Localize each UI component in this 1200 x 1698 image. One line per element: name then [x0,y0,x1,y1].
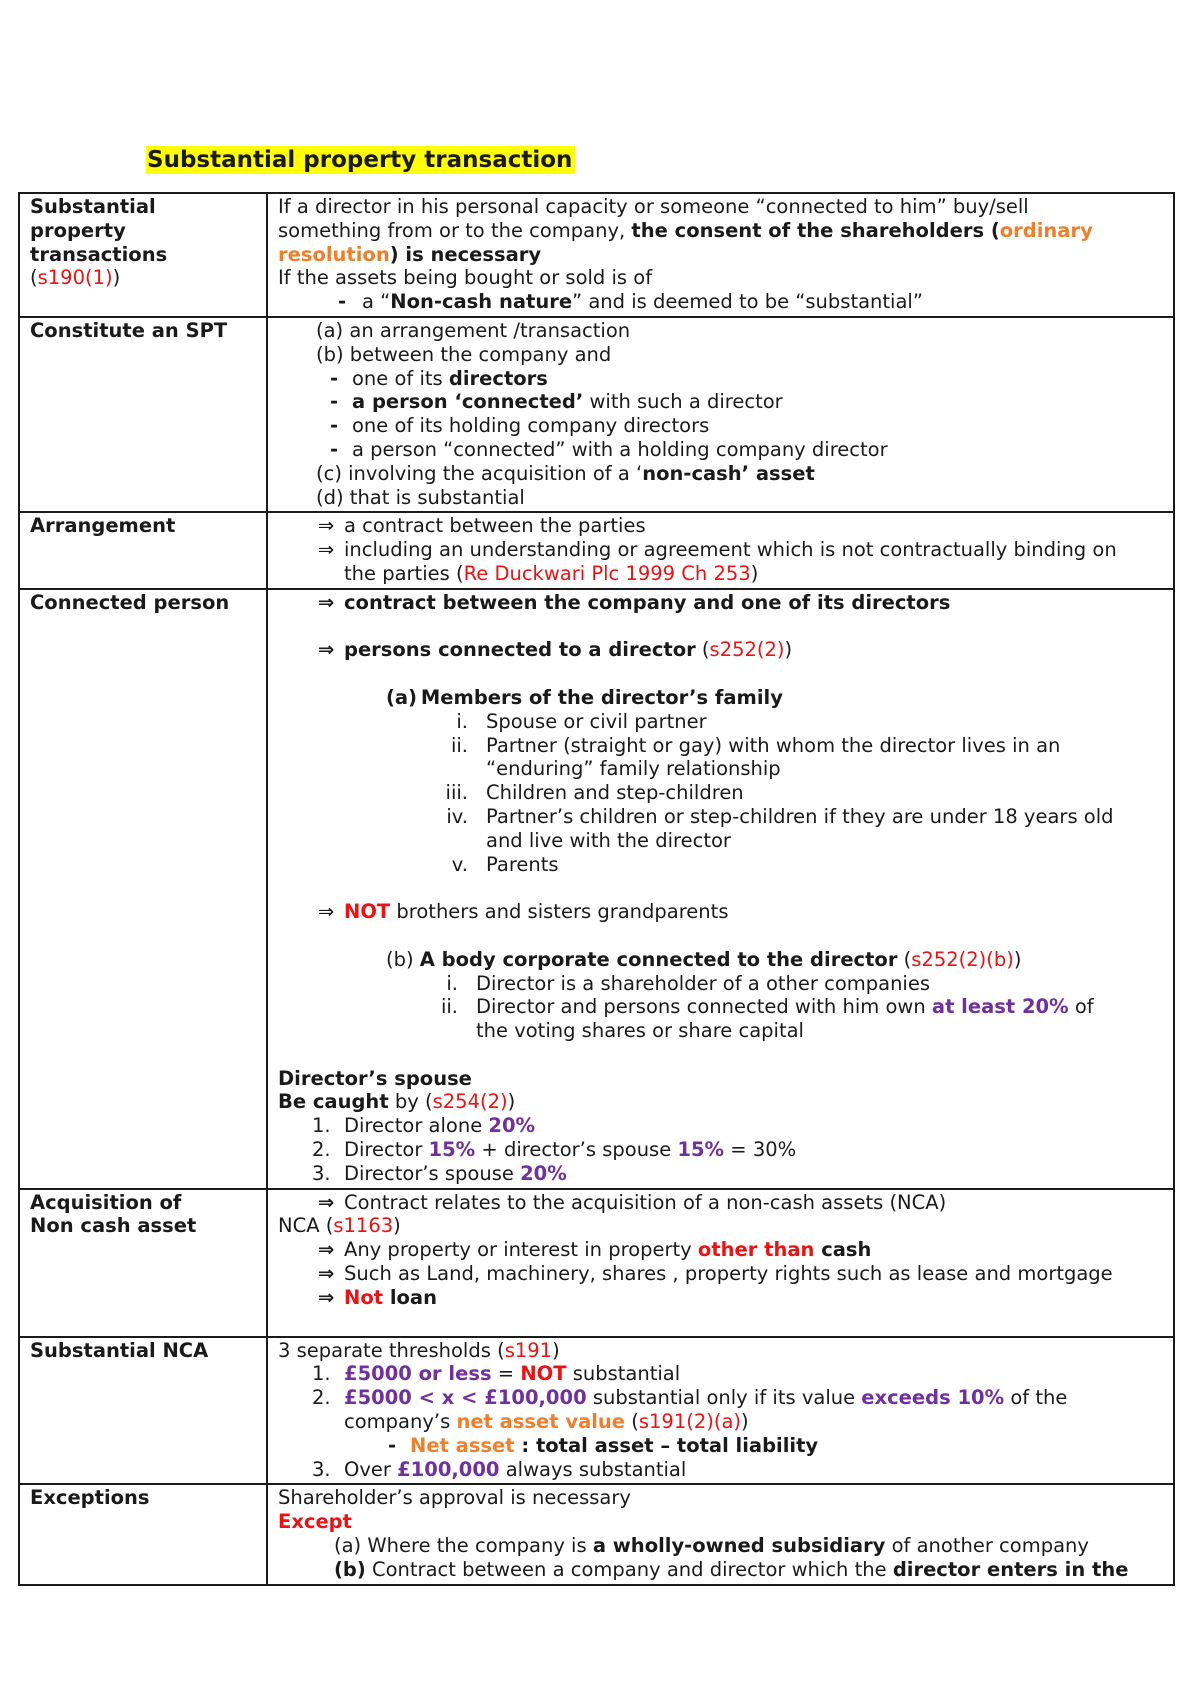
label-spt: Substantial property transactions (s190(1)) [19,193,267,317]
row-acquisition [19,1189,1174,1337]
row-spt [19,193,1174,317]
arrow-bullet: ⇒ [317,1238,335,1262]
case-ref-duckwari: Re Duckwari Plc 1999 Ch 253 [463,561,751,585]
content-spt: If a director in his personal capacity or someone “connected to him” buy/sell something from or to the company, the consent of the shareholders (ordinary resolution) is necessary If the assets being bought or sold is of - a “Non-cash nature” and is deemed to be “substantial” [267,193,1174,317]
row-exceptions [19,1484,1174,1584]
arrow-bullet: ⇒ [317,590,335,614]
row-connected [19,589,1174,1189]
family-heading: (a) Members of the director’s family [386,685,783,709]
arrow-bullet: ⇒ [317,514,335,538]
arrow-bullet: ⇒ [317,900,335,924]
label-exceptions: Exceptions [19,1484,267,1584]
label-acquisition: Acquisition of Non cash asset [19,1189,267,1337]
row-substantial-nca [19,1337,1174,1485]
arrow-bullet: ⇒ [317,1285,335,1309]
row-arrangement [19,512,1174,588]
ref-s190-1: s190(1) [37,266,113,290]
row-constitute [19,317,1174,512]
dash-bullet: - [329,366,339,390]
arrow-bullet: ⇒ [317,1190,335,1214]
label-arrangement: Arrangement [19,512,267,588]
arrow-bullet: ⇒ [317,638,335,662]
page-title: Substantial property transaction [146,146,575,174]
label-substantial-nca: Substantial NCA [19,1337,267,1485]
content-substantial-nca: 3 separate thresholds (s191) 1. £5000 or less = NOT substantial 2. £5000 < x < £100,000 substantial only if its value exceeds 10% of the company’s net asset value (s191(2)(a)) - Net asset : total asset – total liability 3. Over £100,000 always substantial [267,1337,1174,1485]
label-constitute: Constitute an SPT [19,317,267,512]
dash-bullet: - [329,437,339,461]
arrow-bullet: ⇒ [317,1262,335,1286]
label-connected: Connected person [19,589,267,1189]
content-arrangement: ⇒ a contract between the parties ⇒ including an understanding or agreement which is not contractually binding on the parties (Re Duckwari Plc 1999 Ch 253) [267,512,1174,588]
content-exceptions: Shareholder’s approval is necessary Except (a) Where the company is a wholly-owned subsidiary of another company (b) Contract between a company and director which the director enters in the [267,1484,1174,1584]
arrow-bullet: ⇒ [317,538,335,562]
dash-bullet: - [329,390,339,414]
spouse-heading: Director’s spouse [278,1066,472,1090]
except-heading: Except [278,1510,352,1534]
content-acquisition: ⇒ Contract relates to the acquisition of a non-cash assets (NCA) NCA (s1163) ⇒ Any property or interest in property other than cash ⇒ Such as Land, machinery, shares , property rights such as lease and mortgage ⇒ Not loan [267,1189,1174,1337]
notes-table [18,192,1175,1586]
dash-bullet: - [387,1433,397,1457]
content-constitute: (a) an arrangement /transaction (b) between the company and - one of its directors - a person ‘connected’ with such a director - one of its holding company directors - a person “connected” with a holding company director (c) involving the acquisition of a ‘non-cash’ asset (d) that is substantial [267,317,1174,512]
dash-bullet: - [337,290,347,314]
dash-bullet: - [329,414,339,438]
content-connected: ⇒ contract between the company and one of its directors ⇒ persons connected to a director (s252(2)) (a) Members of the director’s family i. Spouse or civil partner ii. Partner (straight or gay) with whom the director lives in an “enduring” family relationship iii. Children and step-children iv. Partner’s children or step-children if they are under 18 years old and live with the director v. Parents ⇒ NOT brothers and sisters grandparents (b) A body corporate connected to the director (s252(2)(b)) i. Director is a shareholder of a other companies ii. Director and persons connected with him own at least 20% of the voting shares or share capital Director’s spouse Be caught by (s254(2)) 1. Director alone 20% 2. Director 15% + director’s spouse 15% = 30% 3. Director’s spouse 20% [267,589,1174,1189]
